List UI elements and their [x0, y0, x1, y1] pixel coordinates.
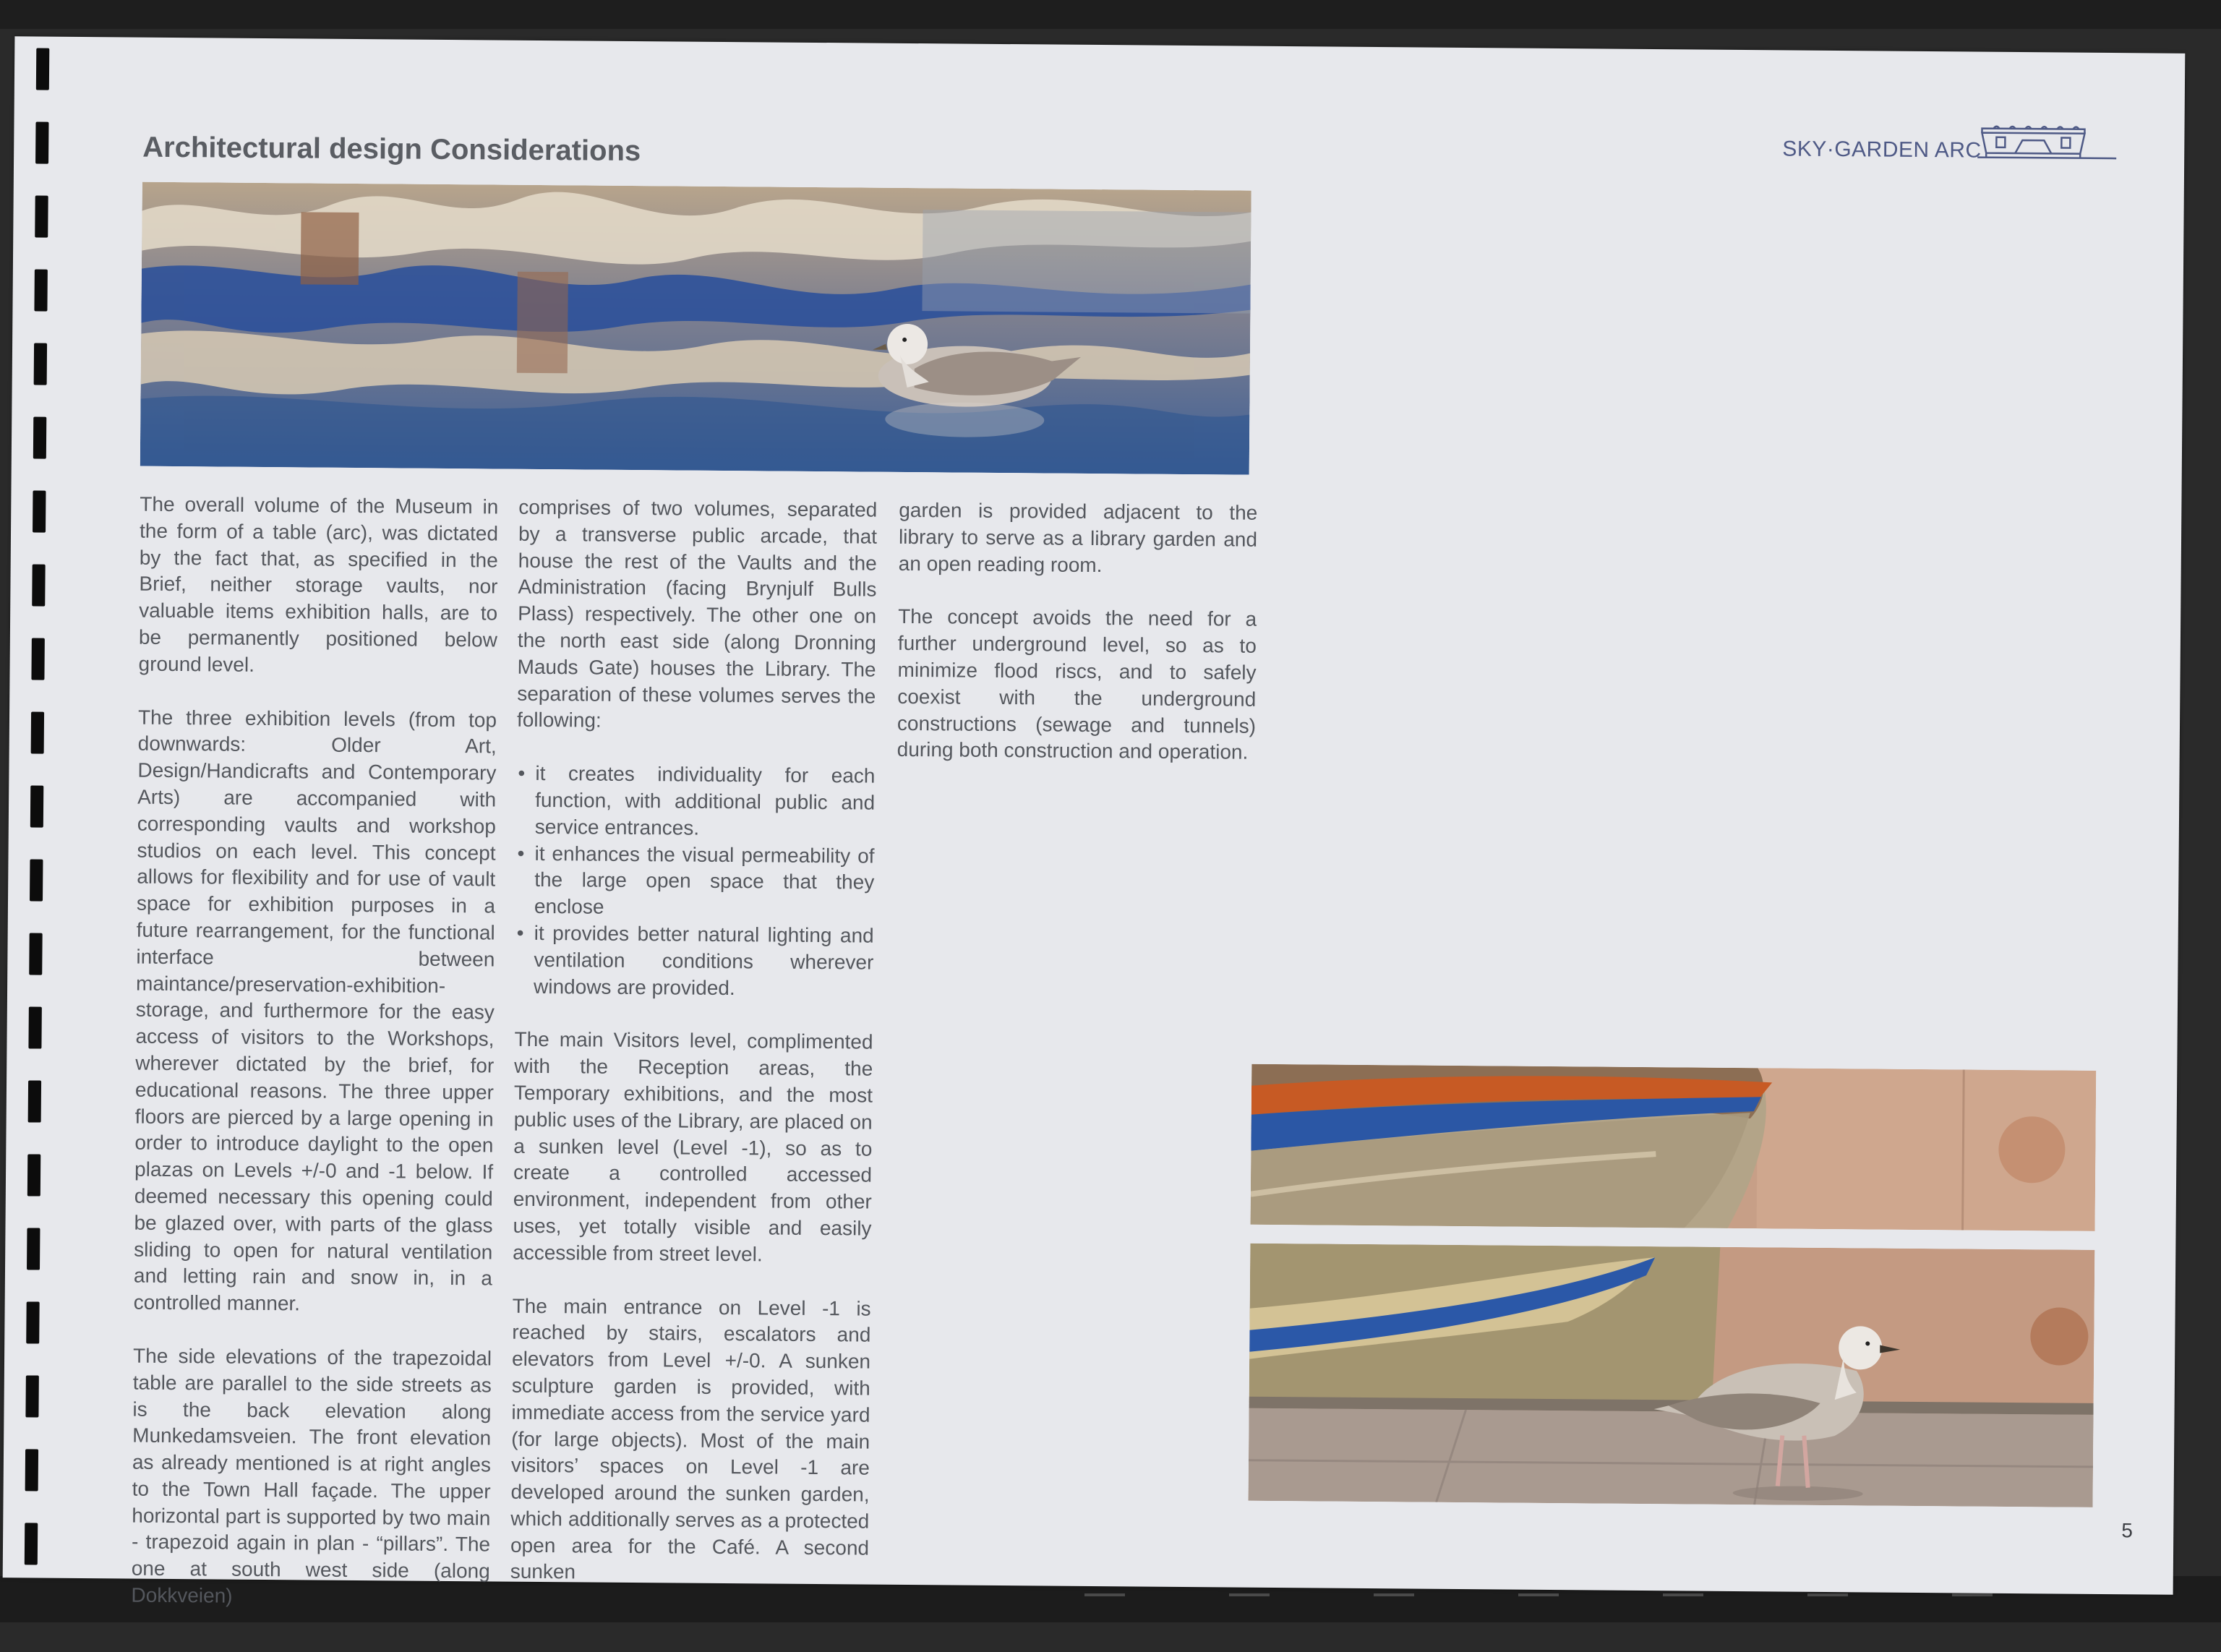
binding-hole — [34, 343, 47, 385]
binding-hole — [25, 1375, 38, 1417]
binding-hole — [35, 121, 48, 163]
binding-hole — [31, 711, 44, 753]
binding-hole — [35, 195, 48, 237]
paragraph: The main entrance on Level -1 is reached by stairs, escalators and elevators from Level +/-0. A sunken sculpture garden is provided, with immediate access from the service yard (for large objects). Most of the main visitors’ spaces on Level -1 are developed around the sunken garden, which additionally serves as a protected open area for the Café. A second sunken — [510, 1294, 871, 1583]
binding-hole — [29, 933, 42, 975]
scan-mark — [1807, 1593, 1848, 1596]
list-item: • it provides better natural lighting and ventilation conditions wherever windows are provided. — [515, 920, 874, 1003]
binding-hole — [25, 1523, 38, 1565]
binding-hole — [27, 1228, 40, 1270]
text-column-3 — [896, 497, 1257, 793]
scan-mark — [1374, 1593, 1414, 1596]
scan-mark — [1084, 1593, 1125, 1596]
scan-background-top — [0, 0, 2221, 29]
paragraph: garden is provided adjacent to the library to serve as a library garden and an open reading room. — [898, 498, 1258, 576]
binding-hole — [32, 564, 45, 606]
page-title: Architectural design Considerations — [142, 131, 641, 168]
paragraph: The side elevations of the trapezoidal table are parallel to the side streets as is the back elevation along Munkedamsveien. The front elevation as already mentioned is at right angles to the Town Hall façade. The upper horizontal part is supported by two main - trapezoid again in plan - “pillars”. The one at south west side (along Dokkveien) — [131, 1344, 492, 1607]
binding-hole — [36, 48, 49, 90]
bullet-list — [515, 761, 876, 1003]
paragraph: comprises of two volumes, separated by a transverse public arcade, that house the rest of the Vaults and the Administration (facing Brynjulf Bulls Plass) respectively. The other one on the north east side (along Dronning Mauds Gate) houses the Library. The separation of these volumes serves the following: — [516, 495, 878, 732]
binding-hole — [34, 269, 47, 311]
binding-hole — [33, 416, 46, 458]
scan-mark — [1229, 1593, 1270, 1596]
document-page — [3, 36, 2186, 1607]
binding-hole — [27, 1154, 40, 1196]
boat-hull-photo — [1251, 1064, 2097, 1231]
scan-mark — [1518, 1593, 1559, 1596]
list-item: • it creates individuality for each function, with additional public and service entrances. — [516, 761, 876, 843]
seagull-on-quay-photo — [1249, 1244, 2095, 1507]
seagull-on-water-photo — [140, 182, 1251, 475]
scan-mark — [1952, 1593, 1993, 1596]
list-item: • it enhances the visual permeability of the large open space that they enclose — [515, 840, 875, 923]
text-column-2 — [510, 495, 877, 1615]
binding-hole — [26, 1301, 39, 1343]
binding-hole — [25, 1449, 38, 1491]
paragraph: The main Visitors level, complimented with the Reception areas, the Temporary exhibitions, and the most public uses of the Library, are placed on a sunken level (Level -1), so as to create a controlled accessed environment, independent from other uses, yet totally visible and easily accessible from street level. — [513, 1028, 873, 1266]
scan-mark — [1663, 1593, 1703, 1596]
paragraph: The overall volume of the Museum in the form of a table (arc), was dictated by the fact that, as specified in the Brief, neither storage vaults, nor valuable items exhibition halls, are to be permanently positioned below ground level. — [138, 492, 499, 676]
binding-hole — [33, 490, 46, 532]
text-column-1 — [131, 492, 498, 1639]
paragraph: The concept avoids the need for a further underground level, so as to minimize flood riscs, and to safely coexist with the underground constructions (sewage and tunnels) during both construction and operation. — [896, 605, 1257, 764]
binding-hole — [28, 1080, 41, 1122]
page-number: 5 — [2121, 1519, 2133, 1542]
arc-building-icon — [1972, 121, 2124, 181]
binding-hole — [28, 1006, 41, 1048]
logo-text: SKY·GARDEN ARC — [1782, 137, 1982, 163]
binding-hole — [31, 638, 44, 680]
binding-hole — [30, 785, 43, 827]
binding-hole — [30, 859, 43, 901]
paragraph: The three exhibition levels (from top downwards: Older Art, Design/Handicrafts and Contemporary Arts) are accompanied with corresponding vaults and workshop studios on each level. This concept allows for flexibility and for use of vault space for exhibition purposes in a future rearrangement, for the functional interface between maintance/preservation-exhibition- storage, and furthermore for the easy access of visitors to the Workshops, wherever dictated by the brief, for educational reasons. The three upper floors are pierced by a large opening in order to introduce daylight to the open plazas on Levels +/-0 and -1 below. If deemed necessary this opening could be glazed over, with parts of the glass sliding to open for natural ventilation and letting rain and snow in, in a controlled manner. — [133, 706, 497, 1315]
brand-logo — [1782, 119, 2123, 180]
